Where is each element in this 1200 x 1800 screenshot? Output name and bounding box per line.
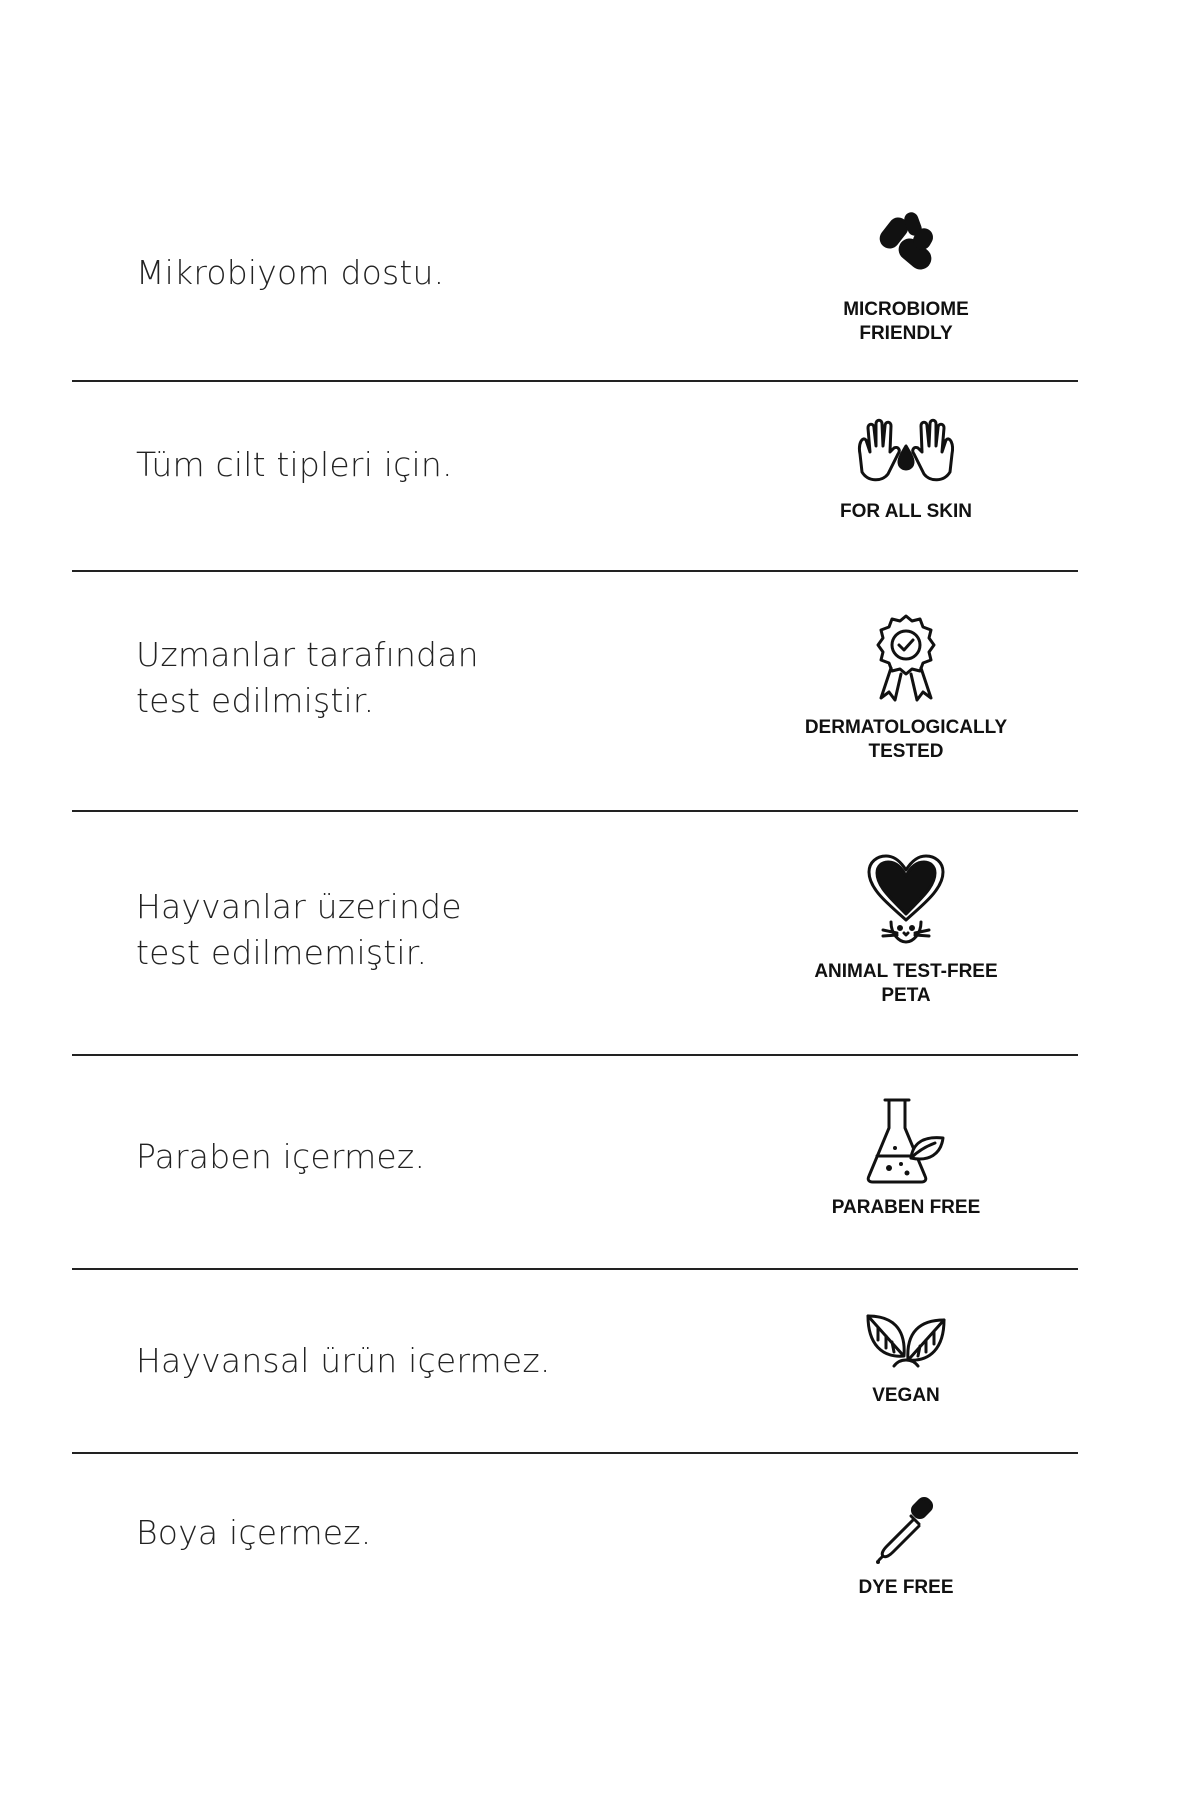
award-ribbon-icon (871, 612, 941, 704)
badge-all-skin (796, 418, 1016, 524)
badge-label: FOR ALL SKIN (840, 501, 972, 522)
divider (72, 1452, 1078, 1454)
badge-label: DYE FREE (858, 1577, 954, 1598)
badge-label: DERMATOLOGICALLY TESTED (804, 717, 1008, 762)
badge-label: MICROBIOME FRIENDLY (843, 299, 969, 344)
divider (72, 1268, 1078, 1270)
feature-text: Mikrobiyom dostu. (136, 253, 445, 292)
badge-label: PARABEN FREE (831, 1197, 981, 1218)
badge-derm-tested (796, 612, 1016, 764)
leaves-icon (864, 1310, 948, 1372)
divider (72, 810, 1078, 812)
feature-text: Hayvansal ürün içermez. (136, 1341, 551, 1380)
feature-text: Uzmanlar tarafından test edilmiştir. (136, 635, 479, 720)
flask-leaf-icon (863, 1096, 949, 1184)
hands-water-drop-icon (854, 418, 958, 488)
divider (72, 1054, 1078, 1056)
feature-text: Tüm cilt tipleri için. (136, 445, 453, 484)
feature-text: Hayvanlar üzerinde test edilmemiştir. (136, 887, 462, 972)
divider (72, 570, 1078, 572)
feature-text: Boya içermez. (136, 1513, 372, 1552)
dropper-icon (871, 1494, 941, 1564)
badge-microbiome (796, 206, 1016, 346)
badge-label: VEGAN (872, 1385, 940, 1406)
microbiome-icon (866, 206, 946, 286)
badge-vegan (796, 1310, 1016, 1408)
heart-bunny-icon (861, 852, 951, 948)
badge-paraben-free (796, 1096, 1016, 1220)
badge-dye-free (796, 1494, 1016, 1600)
badge-label: ANIMAL TEST-FREE PETA (814, 961, 998, 1006)
badge-animal-test-free (796, 852, 1016, 1008)
feature-text: Paraben içermez. (136, 1137, 426, 1176)
divider (72, 380, 1078, 382)
